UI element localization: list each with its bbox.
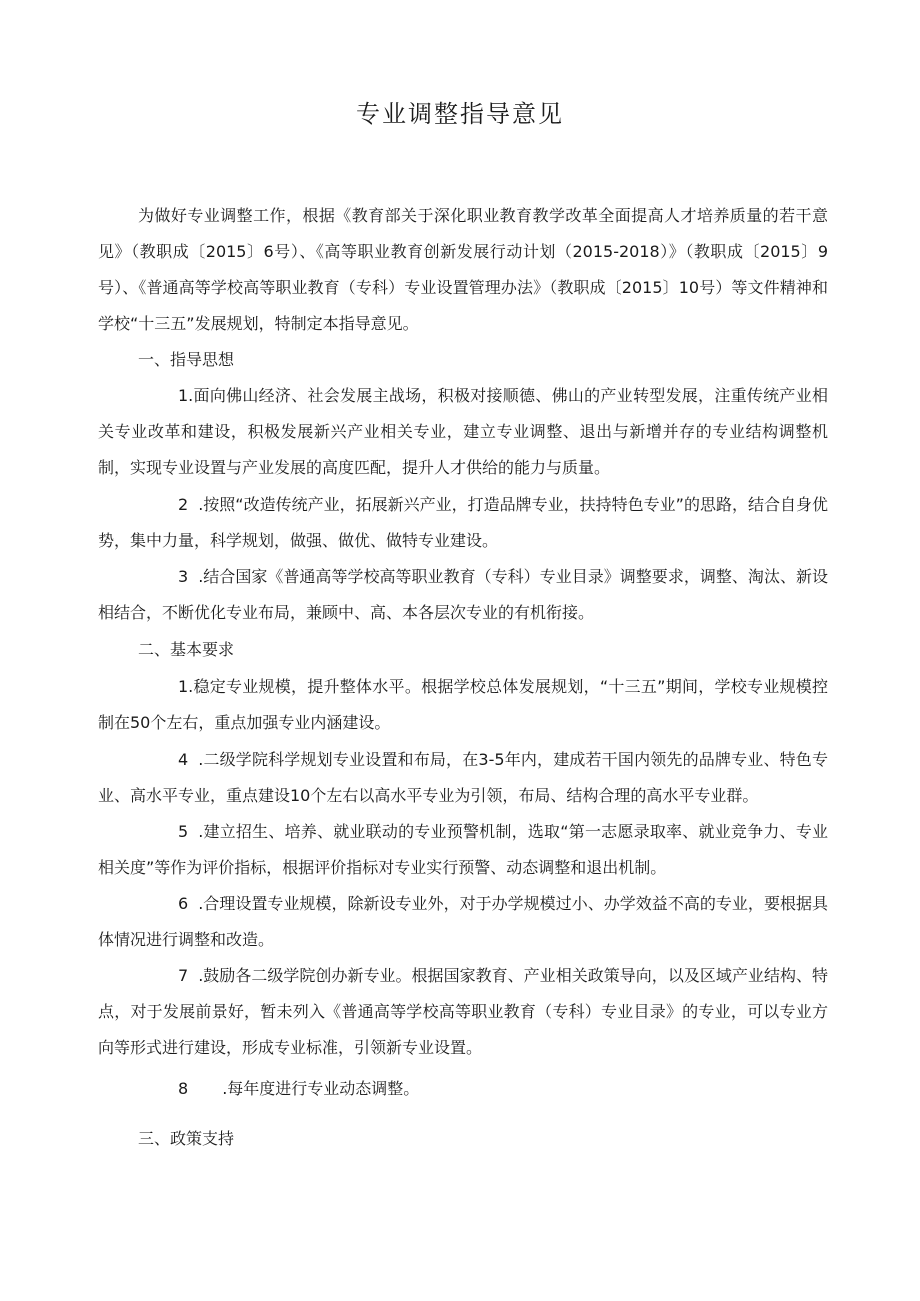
list-item — [98, 886, 828, 958]
item-text: .合理设置专业规模，除新设专业外，对于办学规模过小、办学效益不高的专业，要根据具体情况进行调整和改造。 — [98, 894, 828, 949]
list-item — [98, 1071, 828, 1107]
intro-paragraph: 为做好专业调整工作，根据《教育部关于深化职业教育教学改革全面提高人才培养质量的若干意见》（教职成〔2015〕6号）、《高等职业教育创新发展行动计划（2015-2018）》（教职成〔2015〕9号）、《普通高等学校高等职业教育（专科）专业设置管理办法》（教职成〔2015〕10号）等文件精神和学校“十三五”发展规划，特制定本指导意见。 — [98, 206, 828, 333]
item-text: .每年度进行专业动态调整。 — [222, 1079, 420, 1098]
item-number: 3 — [178, 567, 189, 586]
list-item — [98, 814, 828, 886]
item-text: .结合国家《普通高等学校高等职业教育（专科）专业目录》调整要求，调整、淘汰、新设相结合，不断优化专业布局，兼顾中、高、本各层次专业的有机衔接。 — [98, 567, 828, 622]
page-title: 专业调整指导意见 — [356, 100, 564, 128]
item-text: 稳定专业规模，提升整体水平。根据学校总体发展规划，“十三五”期间，学校专业规模控制在50个左右，重点加强专业内涵建设。 — [98, 677, 828, 732]
list-item — [98, 559, 828, 631]
item-number: 7 — [178, 966, 189, 985]
section-heading-policy: 三、政策支持 — [138, 1129, 235, 1148]
list-item — [98, 487, 828, 559]
item-text: .鼓励各二级学院创办新专业。根据国家教育、产业相关政策导向，以及区域产业结构、特点，对于发展前景好，暂未列入《普通高等学校高等职业教育（专科）专业目录》的专业，可以专业方向等形式进行建设，形成专业标准，引领新专业设置。 — [98, 966, 828, 1057]
list-item — [98, 742, 828, 814]
item-number: 1. — [178, 677, 194, 696]
item-text: .二级学院科学规划专业设置和布局，在3-5年内，建成若干国内领先的品牌专业、特色专业、高水平专业，重点建设10个左右以高水平专业为引领，布局、结构合理的高水平专业群。 — [98, 750, 828, 805]
section-heading-requirements: 二、基本要求 — [138, 640, 235, 659]
item-number: 6 — [178, 894, 189, 913]
item-number: 4 — [178, 750, 189, 769]
section-heading-guiding: 一、指导思想 — [138, 350, 235, 369]
item-number: 8 — [178, 1079, 189, 1098]
item-text: 面向佛山经济、社会发展主战场，积极对接顺德、佛山的产业转型发展，注重传统产业相关专业改革和建设，积极发展新兴产业相关专业，建立专业调整、退出与新增并存的专业结构调整机制，实现专业设置与产业发展的高度匹配，提升人才供给的能力与质量。 — [98, 386, 828, 477]
list-item — [98, 958, 828, 1066]
list-item — [98, 378, 828, 486]
item-number: 5 — [178, 822, 189, 841]
item-text: .建立招生、培养、就业联动的专业预警机制，选取“第一志愿录取率、就业竞争力、专业相关度”等作为评价指标，根据评价指标对专业实行预警、动态调整和退出机制。 — [98, 822, 828, 877]
list-item — [98, 669, 828, 741]
item-number: 2 — [178, 495, 189, 514]
item-text: .按照“改造传统产业，拓展新兴产业，打造品牌专业，扶持特色专业”的思路，结合自身优势，集中力量，科学规划，做强、做优、做特专业建设。 — [98, 495, 828, 550]
item-number: 1. — [178, 386, 194, 405]
